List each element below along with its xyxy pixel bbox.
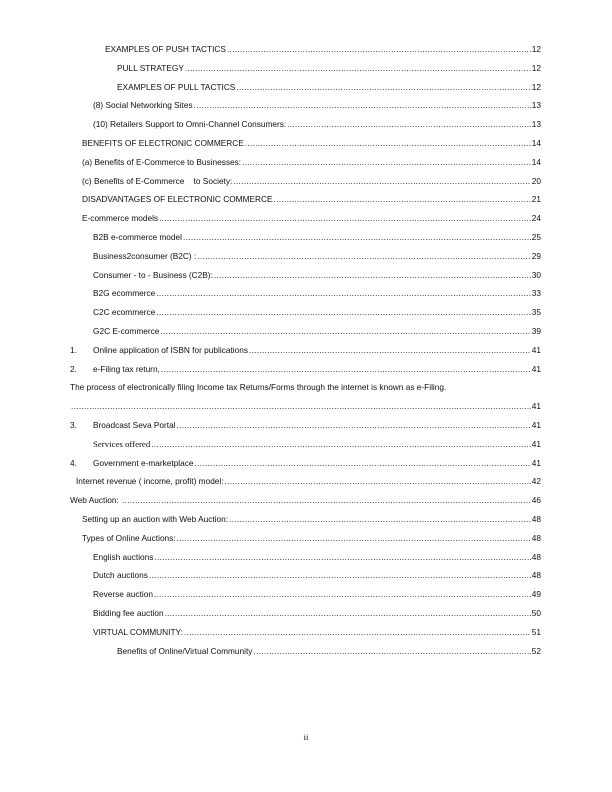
toc-entry[interactable] bbox=[0, 59, 612, 78]
toc-entry[interactable] bbox=[0, 209, 612, 228]
dot-leader bbox=[161, 360, 531, 379]
toc-entry[interactable] bbox=[0, 566, 612, 585]
toc-entry-number: 3. bbox=[70, 419, 77, 430]
toc-page-number: 12 bbox=[531, 44, 541, 54]
toc-page-number: 29 bbox=[531, 250, 541, 261]
toc-entry-title: Types of Online Auctions: bbox=[82, 532, 176, 543]
toc-page-number: 42 bbox=[531, 476, 541, 487]
toc-entry[interactable] bbox=[0, 435, 612, 454]
toc-entry-title: VIRTUAL COMMUNITY: bbox=[93, 626, 183, 637]
toc-entry[interactable] bbox=[0, 472, 612, 491]
toc-entry[interactable] bbox=[0, 284, 612, 303]
toc-entry[interactable] bbox=[0, 322, 612, 341]
toc-entry-title: Services offered bbox=[93, 438, 151, 449]
dot-leader bbox=[197, 247, 530, 266]
dot-leader bbox=[177, 416, 531, 435]
toc-page-number: 41 bbox=[531, 401, 541, 412]
toc-page-number: 20 bbox=[531, 175, 541, 186]
toc-page-number: 21 bbox=[531, 194, 541, 205]
toc-entry[interactable] bbox=[0, 40, 612, 59]
toc-page-number: 48 bbox=[531, 551, 541, 562]
toc-page-number: 25 bbox=[531, 231, 541, 242]
dot-leader bbox=[151, 435, 531, 454]
toc-entry-title: Broadcast Seva Portal bbox=[93, 419, 176, 430]
dot-leader bbox=[154, 548, 530, 567]
dot-leader bbox=[253, 642, 530, 661]
dot-leader bbox=[249, 341, 531, 360]
toc-entry[interactable] bbox=[0, 228, 612, 247]
dot-leader bbox=[233, 172, 530, 191]
toc-entry[interactable] bbox=[0, 266, 612, 285]
dot-leader bbox=[122, 491, 531, 510]
toc-page-number: 48 bbox=[531, 570, 541, 581]
toc-entry-title: English auctions bbox=[93, 551, 154, 562]
dot-leader bbox=[229, 510, 531, 529]
toc-entry[interactable] bbox=[0, 623, 612, 642]
toc-entry[interactable] bbox=[0, 585, 612, 604]
toc-page-number: 41 bbox=[531, 363, 541, 374]
toc-entry-title: Internet revenue ( income, profit) model: bbox=[76, 476, 224, 487]
dot-leader bbox=[225, 472, 531, 491]
toc-page-number: 51 bbox=[531, 626, 541, 637]
dot-leader bbox=[149, 566, 531, 585]
toc-page-number: 41 bbox=[531, 419, 541, 430]
toc-entry-title: DISADVANTAGES OF ELECTRONIC COMMERCE bbox=[82, 194, 273, 205]
dot-leader bbox=[160, 322, 530, 341]
toc-entry-text bbox=[0, 378, 612, 397]
toc-entry-title: The process of electronically filing Income tax Returns/Forms through the internet is known as e-Filing. bbox=[70, 382, 447, 393]
dot-leader bbox=[195, 454, 531, 473]
toc-page-number: 41 bbox=[531, 457, 541, 468]
toc-entry[interactable] bbox=[0, 454, 612, 473]
toc-entry[interactable] bbox=[0, 153, 612, 172]
toc-page-number: 14 bbox=[531, 137, 541, 148]
dot-leader bbox=[185, 59, 531, 78]
toc-entry-title: Reverse auction bbox=[93, 589, 153, 600]
dot-leader bbox=[156, 284, 531, 303]
toc-page-number: 41 bbox=[531, 344, 541, 355]
toc-entry[interactable] bbox=[0, 134, 612, 153]
toc-entry-title: e-Filing tax return, bbox=[93, 363, 160, 374]
dot-leader bbox=[159, 209, 531, 228]
toc-entry[interactable] bbox=[0, 642, 612, 661]
toc-page-number: 49 bbox=[531, 589, 541, 600]
toc-entry[interactable] bbox=[0, 115, 612, 134]
toc-entry[interactable] bbox=[0, 303, 612, 322]
table-of-contents bbox=[0, 40, 612, 660]
toc-entry[interactable] bbox=[0, 397, 612, 416]
toc-entry[interactable] bbox=[0, 172, 612, 191]
dot-leader bbox=[227, 40, 531, 59]
dot-leader bbox=[183, 228, 531, 247]
dot-leader bbox=[165, 604, 531, 623]
toc-entry[interactable] bbox=[0, 360, 612, 379]
dot-leader bbox=[156, 303, 531, 322]
toc-entry-title: B2G ecommerce bbox=[93, 288, 156, 299]
toc-page-number: 50 bbox=[531, 607, 541, 618]
toc-entry-title: (c) Benefits of E-Commerce to Society: bbox=[82, 175, 233, 186]
toc-entry-title: (a) Benefits of E-Commerce to Businesses: bbox=[82, 156, 242, 167]
toc-entry-title: G2C E-commerce bbox=[93, 325, 160, 336]
toc-entry-title: PULL STRATEGY bbox=[117, 62, 184, 73]
toc-entry[interactable] bbox=[0, 78, 612, 97]
toc-entry-title: Business2consumer (B2C) : bbox=[93, 250, 197, 261]
dot-leader bbox=[71, 397, 531, 416]
dot-leader bbox=[177, 529, 531, 548]
toc-page-number: 52 bbox=[531, 645, 541, 656]
dot-leader bbox=[214, 266, 531, 285]
toc-entry-title: BENEFITS OF ELECTRONIC COMMERCE bbox=[82, 137, 244, 148]
dot-leader bbox=[236, 78, 530, 97]
toc-entry-title: Setting up an auction with Web Auction: bbox=[82, 513, 229, 524]
toc-entry[interactable] bbox=[0, 548, 612, 567]
toc-page-number: 12 bbox=[531, 62, 541, 73]
toc-page-number: 48 bbox=[531, 513, 541, 524]
toc-entry-title: Government e-marketplace bbox=[93, 457, 194, 468]
toc-page-number: 30 bbox=[531, 269, 541, 280]
toc-entry[interactable] bbox=[0, 491, 612, 510]
toc-entry[interactable] bbox=[0, 247, 612, 266]
toc-entry[interactable] bbox=[0, 416, 612, 435]
dot-leader bbox=[242, 153, 531, 172]
toc-entry-title: EXAMPLES OF PULL TACTICS bbox=[117, 81, 236, 92]
dot-leader bbox=[274, 190, 531, 209]
toc-entry[interactable] bbox=[0, 341, 612, 360]
toc-page-number: 48 bbox=[531, 532, 541, 543]
toc-page-number: 35 bbox=[531, 307, 541, 318]
toc-entry-title: (10) Retailers Support to Omni-Channel Consumers: bbox=[93, 119, 287, 130]
toc-entry-title: C2C ecommerce bbox=[93, 307, 156, 318]
toc-entry-title: Dutch auctions bbox=[93, 570, 148, 581]
toc-entry-number: 2. bbox=[70, 363, 77, 374]
dot-leader bbox=[194, 96, 531, 115]
toc-entry-title: (8) Social Networking Sites bbox=[93, 100, 193, 111]
toc-entry-title: Consumer - to - Business (C2B): bbox=[93, 269, 213, 280]
dot-leader bbox=[154, 585, 531, 604]
dot-leader bbox=[245, 134, 531, 153]
toc-entry[interactable] bbox=[0, 529, 612, 548]
toc-page-number: 41 bbox=[531, 438, 541, 449]
toc-page-number: 13 bbox=[531, 119, 541, 130]
toc-page-number: 33 bbox=[531, 288, 541, 299]
toc-page-number: 39 bbox=[531, 325, 541, 336]
toc-entry-title: B2B e-commerce model bbox=[93, 231, 182, 242]
page-number: ii bbox=[303, 732, 309, 742]
toc-entry[interactable] bbox=[0, 190, 612, 209]
toc-page-number: 12 bbox=[531, 81, 541, 92]
toc-entry-number: 4. bbox=[70, 457, 77, 468]
toc-entry[interactable] bbox=[0, 96, 612, 115]
toc-entry[interactable] bbox=[0, 510, 612, 529]
toc-entry-title: Web Auction: bbox=[70, 495, 122, 506]
toc-page-number: 13 bbox=[531, 100, 541, 111]
toc-page-number: 24 bbox=[531, 213, 541, 224]
toc-entry-title: Benefits of Online/Virtual Community bbox=[117, 645, 253, 656]
toc-entry-title: Online application of ISBN for publications bbox=[93, 344, 248, 355]
toc-entry[interactable] bbox=[0, 604, 612, 623]
toc-page-number: 14 bbox=[531, 156, 541, 167]
dot-leader bbox=[287, 115, 531, 134]
toc-entry-number: 1. bbox=[70, 344, 77, 355]
toc-page-number: 46 bbox=[531, 495, 541, 506]
toc-entry-title: Bidding fee auction bbox=[93, 607, 164, 618]
dot-leader bbox=[184, 623, 531, 642]
toc-entry-title: E-commerce models bbox=[82, 213, 159, 224]
toc-entry-title: EXAMPLES OF PUSH TACTICS bbox=[105, 44, 226, 54]
